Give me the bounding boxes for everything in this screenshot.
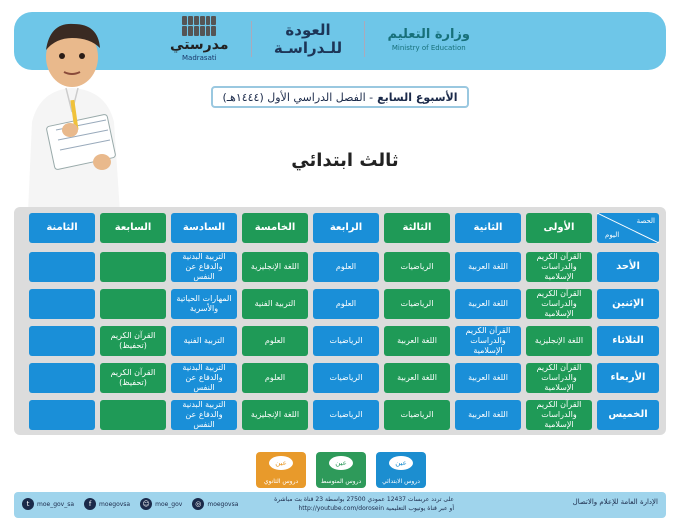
schedule-cell[interactable]: القرآن الكريم والدراسات الإسلامية (526, 363, 592, 393)
ain-logo-icon: عين (269, 456, 293, 470)
day-label: الخميس (597, 400, 659, 430)
day-label: الأربعاء (597, 363, 659, 393)
dribbble-icon: ◎ (192, 498, 204, 510)
day-label: الأحد (597, 252, 659, 282)
header-divider (251, 21, 252, 57)
term-label: - الفصل الدراسي الأول (١٤٤٤هـ) (222, 90, 374, 104)
period-header: الثانية (455, 213, 521, 243)
schedule-cell[interactable]: المهارات الحياتية والأسرية (171, 289, 237, 319)
schedule-cell[interactable]: التربية البدنية والدفاع عن النفس (171, 400, 237, 430)
schedule-cell[interactable]: اللغة العربية (455, 289, 521, 319)
madrasati-name-ar: مدرستي (170, 36, 229, 53)
schedule-cell[interactable]: اللغة العربية (384, 326, 450, 356)
schedule-cell[interactable]: التربية الفنية (171, 326, 237, 356)
schedule-cell[interactable]: القرآن الكريم والدراسات الإسلامية (526, 289, 592, 319)
schedule-cell[interactable]: العلوم (313, 289, 379, 319)
schedule-cell[interactable]: القرآن الكريم والدراسات الإسلامية (526, 252, 592, 282)
snapchat-icon: ☺ (140, 498, 152, 510)
schedule-cell[interactable]: التربية البدنية والدفاع عن النفس (171, 252, 237, 282)
social-links (22, 498, 238, 510)
schedule-cell[interactable] (29, 363, 95, 393)
badge-intermediate[interactable] (316, 452, 366, 488)
madrasati-name-en: Madrasati (181, 53, 217, 62)
grade-title: ثالث ابتدائي (291, 150, 399, 171)
schedule-cell[interactable]: القرآن الكريم (تحفيظ) (100, 326, 166, 356)
social-handle: moegovsa (99, 500, 131, 508)
schedule-cell[interactable]: اللغة العربية (384, 363, 450, 393)
social-snapchat[interactable] (140, 498, 182, 510)
week-label: الأسبوع السابع (377, 90, 458, 104)
ministry-logo (388, 26, 471, 53)
back-to-school-line2: للـدراسـة (273, 39, 343, 57)
schedule-cell[interactable]: العلوم (242, 326, 308, 356)
broadcast-line1: على تردد عربسات 12437 عمودي 27500 بواسطة 23 قناة بث مباشرة (274, 496, 454, 503)
period-header: السابعة (100, 213, 166, 243)
schedule-cell[interactable]: اللغة العربية (455, 252, 521, 282)
schedule-cell[interactable]: التربية البدنية والدفاع عن النفس (171, 363, 237, 393)
table-corner (597, 213, 659, 243)
schedule-table (14, 207, 666, 435)
schedule-cell[interactable]: اللغة الإنجليزية (242, 400, 308, 430)
schedule-cell[interactable]: اللغة الإنجليزية (526, 326, 592, 356)
period-header: الرابعة (313, 213, 379, 243)
schedule-cell[interactable]: الرياضيات (384, 400, 450, 430)
week-banner (211, 86, 469, 108)
social-dribbble[interactable] (192, 498, 238, 510)
schedule-cell[interactable]: اللغة العربية (455, 400, 521, 430)
header-logos (170, 14, 470, 64)
ain-logo-icon: عين (329, 456, 353, 470)
channel-badges (256, 452, 426, 488)
schedule-cell[interactable]: اللغة العربية (455, 363, 521, 393)
period-header: الثامنة (29, 213, 95, 243)
schedule-cell[interactable]: العلوم (242, 363, 308, 393)
badge-label: دروس المتوسط (320, 478, 362, 485)
period-header: الثالثة (384, 213, 450, 243)
schedule-cell[interactable] (100, 400, 166, 430)
back-to-school-logo (274, 21, 342, 57)
twitter-icon: t (22, 498, 34, 510)
ain-logo-icon: عين (389, 456, 413, 470)
broadcast-line2[interactable]: أو عبر قناة يوتيوب التعليمية http://youtube.com/dorosein (298, 505, 454, 512)
social-handle: moegovsa (207, 500, 239, 508)
badge-primary[interactable] (376, 452, 426, 488)
header-divider (364, 21, 365, 57)
schedule-cell[interactable]: اللغة الإنجليزية (242, 252, 308, 282)
corner-day-label: اليوم (605, 231, 620, 239)
schedule-cell[interactable]: القرآن الكريم (تحفيظ) (100, 363, 166, 393)
schedule-cell[interactable] (29, 289, 95, 319)
schedule-cell[interactable] (29, 326, 95, 356)
schedule-cell[interactable]: الرياضيات (313, 400, 379, 430)
footer (14, 492, 666, 518)
broadcast-info (264, 495, 454, 513)
period-header: السادسة (171, 213, 237, 243)
ministry-name-ar: وزارة التعليم (387, 26, 470, 42)
schedule-cell[interactable] (29, 400, 95, 430)
schedule-cell[interactable]: الرياضيات (313, 326, 379, 356)
badge-secondary[interactable] (256, 452, 306, 488)
corner-period-label: الحصة (636, 217, 655, 225)
schedule-cell[interactable]: القرآن الكريم والدراسات الإسلامية (455, 326, 521, 356)
badge-label: دروس الابتدائي (382, 478, 420, 485)
schedule-cell[interactable] (29, 252, 95, 282)
social-handle: moe_gov_sa (37, 500, 75, 508)
madrasati-logo (170, 16, 228, 63)
day-label: الإثنين (597, 289, 659, 319)
schedule-cell[interactable]: الرياضيات (384, 252, 450, 282)
media-dept-logo: الإدارة العامة للإعلام والاتصال (572, 498, 658, 506)
back-to-school-line1: العودة (285, 21, 331, 39)
schedule-cell[interactable]: القرآن الكريم والدراسات الإسلامية (526, 400, 592, 430)
period-header: الأولى (526, 213, 592, 243)
student-illustration (10, 12, 130, 212)
schedule-cell[interactable]: العلوم (313, 252, 379, 282)
madrasati-mark-icon (182, 16, 216, 36)
ministry-name-en: Ministry of Education (391, 43, 466, 52)
day-label: الثلاثاء (597, 326, 659, 356)
schedule-cell[interactable] (100, 289, 166, 319)
schedule-cell[interactable] (100, 252, 166, 282)
social-handle: moe_gov (155, 500, 183, 508)
social-facebook[interactable] (84, 498, 130, 510)
badge-label: دروس الثانوي (263, 478, 299, 485)
facebook-icon: f (84, 498, 96, 510)
schedule-cell[interactable]: الرياضيات (384, 289, 450, 319)
social-twitter[interactable] (22, 498, 74, 510)
period-header: الخامسة (242, 213, 308, 243)
schedule-cell[interactable]: الرياضيات (313, 363, 379, 393)
schedule-cell[interactable]: التربية الفنية (242, 289, 308, 319)
